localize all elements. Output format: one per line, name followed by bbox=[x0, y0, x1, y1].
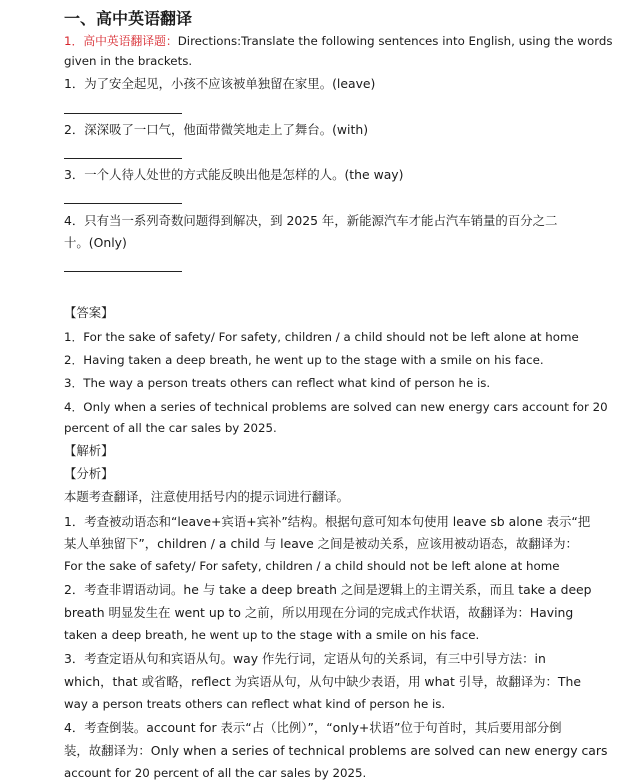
answer-blank-1 bbox=[64, 113, 182, 114]
analysis-line: way a person treats others can reflect what kind of person he is. bbox=[64, 697, 446, 711]
analysis-line: which，that 或省略，reflect 为宾语从句，从句中缺少表语，用 what 引导，故翻译为：The bbox=[64, 674, 581, 689]
question-item-2: 2．深深吸了一口气，他面带微笑地走上了舞台。(with) bbox=[64, 122, 369, 137]
question-item-4-cont: 十。(Only) bbox=[64, 235, 127, 250]
answer-line-4: 4．Only when a series of technical problems are solved can new energy cars account for 20 bbox=[64, 400, 608, 414]
analysis-line: 2．考查非谓语动词。he 与 take a deep breath 之间是逻辑上的主谓关系，而且 take a deep bbox=[64, 582, 592, 597]
analysis-line: breath 明显发生在 went up to 之前，所以用现在分词的完成式作状语，故翻译为：Having bbox=[64, 605, 574, 620]
question-intro bbox=[64, 33, 613, 49]
section-title: 一、高中英语翻译 bbox=[64, 9, 193, 28]
analysis-line: 1．考查被动语态和“leave+宾语+宾补”结构。根据句意可知本句使用 leave sb alone 表示“把 bbox=[64, 514, 591, 529]
question-directions-cont: given in the brackets. bbox=[64, 54, 193, 68]
answer-line-5: percent of all the car sales by 2025. bbox=[64, 421, 277, 435]
answer-line-3: 3．The way a person treats others can reflect what kind of person he is. bbox=[64, 376, 491, 390]
analysis-line: 本题考查翻译，注意使用括号内的提示词进行翻译。 bbox=[64, 489, 349, 504]
analysis-line: 某人单独留下”，children / a child 与 leave 之间是被动关系，应该用被动语态，故翻译为： bbox=[64, 536, 578, 551]
question-item-1: 1．为了安全起见，小孩不应该被单独留在家里。(leave) bbox=[64, 76, 376, 91]
question-directions: Directions:Translate the following sentences into English, using the words bbox=[177, 34, 613, 48]
answer-title: 【答案】 bbox=[64, 305, 114, 320]
answer-line-1: 1．For the sake of safety/ For safety, children / a child should not be left alone at home bbox=[64, 330, 579, 344]
analysis-line: 装，故翻译为：Only when a series of technical problems are solved can new energy cars bbox=[64, 743, 608, 758]
analysis-line: For the sake of safety/ For safety, children / a child should not be left alone at home bbox=[64, 559, 560, 573]
analysis-line: 3．考查定语从句和宾语从句。way 作先行词，定语从句的关系词，有三中引导方法：in bbox=[64, 651, 546, 666]
answer-blank-4 bbox=[64, 271, 182, 272]
analysis-line: 4．考查倒装。account for 表示“占（比例）”，“only+状语”位于句首时，其后要用部分倒 bbox=[64, 720, 562, 735]
question-item-4: 4．只有当一系列奇数问题得到解决，到 2025 年，新能源汽车才能占汽车销量的百分之二 bbox=[64, 213, 558, 228]
answer-blank-3 bbox=[64, 203, 182, 204]
question-number: 1． bbox=[64, 34, 84, 48]
answer-blank-2 bbox=[64, 158, 182, 159]
analysis-subtitle: 【分析】 bbox=[64, 466, 114, 481]
analysis-title: 【解析】 bbox=[64, 443, 114, 458]
answer-line-2: 2．Having taken a deep breath, he went up to the stage with a smile on his face. bbox=[64, 353, 544, 367]
analysis-line: taken a deep breath, he went up to the stage with a smile on his face. bbox=[64, 628, 480, 642]
question-item-3: 3．一个人待人处世的方式能反映出他是怎样的人。(the way) bbox=[64, 167, 404, 182]
analysis-line: account for 20 percent of all the car sales by 2025. bbox=[64, 766, 367, 780]
question-label: 高中英语翻译题： bbox=[83, 34, 178, 48]
